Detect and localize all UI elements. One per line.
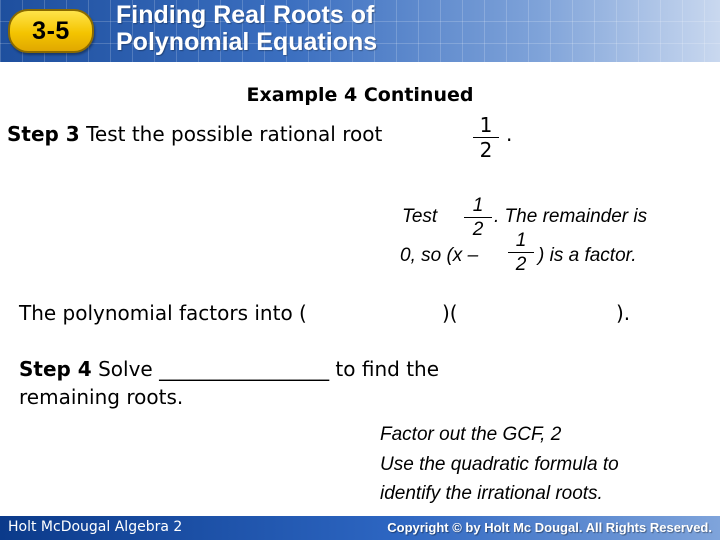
step4-line2: remaining roots. — [19, 385, 184, 409]
note-factor-gcf: Factor out the GCF, 2 — [380, 424, 562, 445]
test-note-fraction2 — [508, 231, 534, 274]
step4-label: Step 4 — [19, 357, 92, 381]
lesson-title — [116, 2, 377, 56]
lesson-badge — [8, 9, 94, 53]
header-bar — [0, 0, 720, 62]
example-subtitle: Example 4 Continued — [246, 84, 474, 106]
test-note-line1-post: . The remainder is — [494, 206, 648, 227]
footer-publisher: Holt McDougal Algebra 2 — [8, 519, 183, 535]
note-quadratic-formula: Use the quadratic formula to — [380, 454, 619, 475]
test-note-line2-post: ) is a factor. — [538, 245, 637, 266]
step4-block — [19, 355, 439, 411]
test-note-fraction1-numerator: 1 — [472, 195, 484, 216]
fraction-bar — [508, 252, 534, 253]
factors-line-part2: )( — [442, 301, 458, 325]
test-note-line1-pre: Test — [402, 206, 438, 227]
lesson-title-line1: Finding Real Roots of — [116, 1, 375, 29]
lesson-title-line2: Polynomial Equations — [116, 28, 378, 56]
step4-text1: Solve _________________ to find the — [91, 357, 440, 381]
step3-period: . — [506, 122, 513, 146]
fraction-bar — [464, 217, 492, 218]
footer-bar — [0, 516, 720, 540]
footer-copyright: Copyright © by Holt Mc Dougal. All Rights Reserved. — [387, 520, 712, 535]
step3-text: Test the possible rational root — [79, 122, 383, 146]
step3-fraction — [473, 115, 499, 160]
test-note-fraction1-denominator: 2 — [472, 219, 484, 240]
test-note-line2-pre: 0, so (x – — [400, 245, 479, 266]
test-note-fraction1 — [464, 196, 492, 239]
note-irrational-roots: identify the irrational roots. — [380, 483, 603, 504]
step4-line1 — [19, 355, 439, 383]
step3-label: Step 3 — [7, 122, 80, 146]
factors-line-part1: The polynomial factors into ( — [19, 301, 307, 325]
test-note-fraction2-denominator: 2 — [515, 254, 527, 275]
step3-fraction-denominator: 2 — [479, 138, 493, 162]
test-note-fraction2-numerator: 1 — [515, 230, 527, 251]
factors-line-part3: ). — [616, 301, 631, 325]
lesson-number: 3-5 — [32, 16, 70, 45]
step3-line — [7, 122, 382, 146]
step3-fraction-numerator: 1 — [479, 113, 493, 137]
